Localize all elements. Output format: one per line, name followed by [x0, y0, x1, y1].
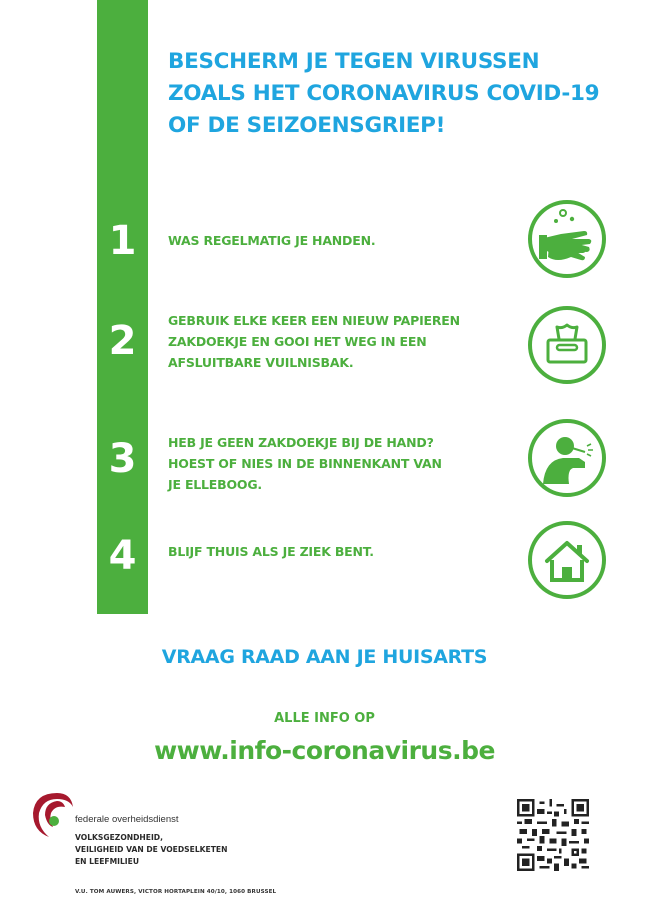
organization-name: federale overheidsdienst: [75, 814, 179, 825]
website-link[interactable]: www.info-coronavirus.be: [154, 736, 495, 765]
step-2-number: 2: [108, 318, 137, 364]
info-label: ALLE INFO OP: [274, 711, 375, 726]
step-4-number: 4: [108, 533, 137, 579]
step-2-text: [168, 310, 498, 373]
footer-publisher: V.U. TOM AUWERS, VICTOR HORTAPLEIN 40/10, 1060 BRUSSEL: [75, 889, 277, 895]
step-2-line-1: GEBRUIK ELKE KEER EEN NIEUW PAPIEREN: [168, 313, 460, 328]
federal-logo-icon: [27, 785, 77, 845]
org-line-2: VEILIGHEID VAN DE VOEDSELKETEN: [75, 845, 228, 854]
org-line-1: VOLKSGEZONDHEID,: [75, 833, 163, 842]
step-3-line-3: JE ELLEBOOG.: [168, 477, 262, 492]
step-2-line-2: ZAKDOEKJE EN GOOI HET WEG IN EEN: [168, 334, 427, 349]
org-line-3: EN LEEFMILIEU: [75, 857, 139, 866]
step-3-text: [168, 432, 498, 495]
house-icon: [527, 520, 607, 600]
step-4-text: [168, 541, 498, 562]
step-3-line-1: HEB JE GEEN ZAKDOEKJE BIJ DE HAND?: [168, 435, 434, 450]
title-line-3: OF DE SEIZOENSGRIEP!: [168, 113, 446, 138]
step-1-line-1: WAS REGELMATIG JE HANDEN.: [168, 233, 376, 248]
title-line-1: BESCHERM JE TEGEN VIRUSSEN: [168, 49, 540, 74]
poster-title: [168, 46, 628, 142]
organization-department: [75, 832, 227, 868]
advice-text: VRAAG RAAD AAN JE HUISARTS: [161, 646, 488, 668]
step-3-number: 3: [108, 436, 137, 482]
title-line-2: ZOALS HET CORONAVIRUS COVID-19: [168, 81, 600, 106]
qr-code-icon[interactable]: [517, 799, 589, 871]
green-sidebar-bar: [97, 0, 148, 614]
step-1-text: [168, 230, 498, 251]
step-3-line-2: HOEST OF NIES IN DE BINNENKANT VAN: [168, 456, 442, 471]
tissue-box-icon: [527, 305, 607, 385]
step-4-line-1: BLIJF THUIS ALS JE ZIEK BENT.: [168, 544, 374, 559]
hand-washing-icon: [527, 199, 607, 279]
step-2-line-3: AFSLUITBARE VUILNISBAK.: [168, 355, 354, 370]
step-1-number: 1: [108, 218, 137, 264]
sneeze-elbow-icon: [527, 418, 607, 498]
